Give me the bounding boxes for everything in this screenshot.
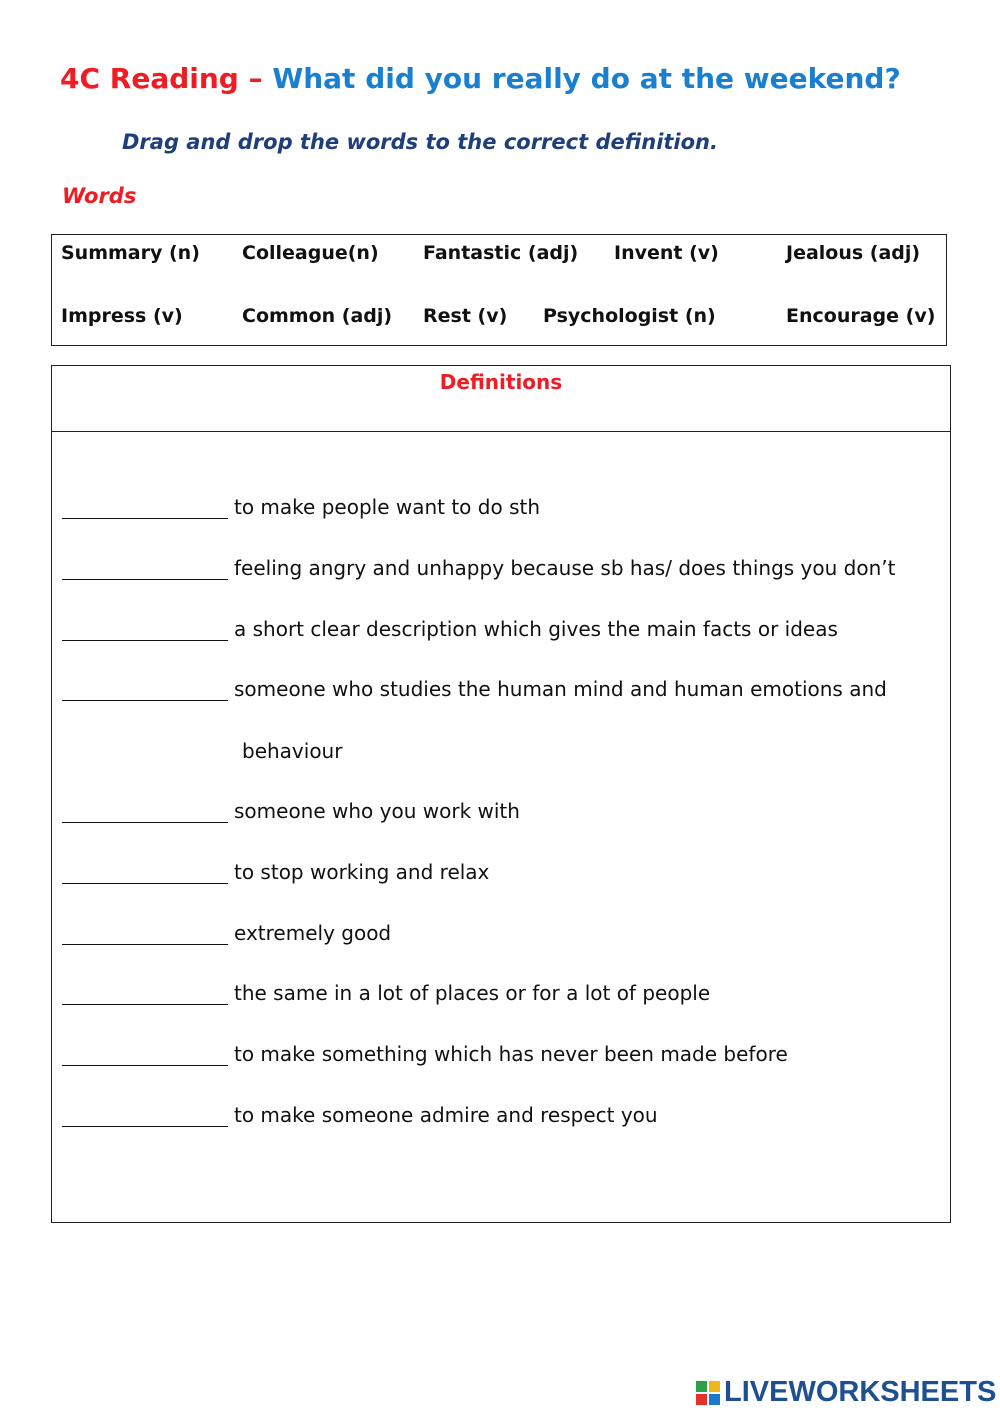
definition-row — [62, 798, 520, 823]
answer-drop-zone[interactable] — [62, 1041, 228, 1066]
definition-row — [62, 980, 710, 1005]
title-main: What did you really do at the weekend? — [272, 62, 901, 95]
title-prefix: 4C Reading — [60, 62, 239, 95]
word-chip[interactable]: Common (adj) — [242, 305, 393, 327]
definition-text: to make someone admire and respect you — [234, 1103, 658, 1127]
word-chip[interactable]: Rest (v) — [423, 305, 508, 327]
definitions-label: Definitions — [439, 370, 563, 394]
word-chip[interactable]: Encourage (v) — [786, 305, 936, 327]
definition-text: extremely good — [234, 921, 392, 945]
definition-text: the same in a lot of places or for a lot of people — [234, 981, 711, 1005]
definition-row — [62, 859, 489, 884]
definition-row — [62, 1102, 658, 1127]
definitions-table — [51, 365, 951, 1223]
answer-drop-zone[interactable] — [62, 494, 228, 519]
definition-row — [62, 555, 895, 580]
definition-row — [62, 1041, 788, 1066]
definition-row — [62, 920, 391, 945]
answer-drop-zone[interactable] — [62, 980, 228, 1005]
word-chip[interactable]: Colleague(n) — [242, 242, 379, 264]
answer-drop-zone[interactable] — [62, 859, 228, 884]
definition-text: to stop working and relax — [234, 860, 490, 884]
definition-text: to make something which has never been made before — [234, 1042, 788, 1066]
liveworksheets-logo-icon — [696, 1381, 720, 1405]
title-dash: – — [248, 62, 263, 95]
answer-drop-zone[interactable] — [62, 1102, 228, 1127]
word-chip[interactable]: Impress (v) — [61, 305, 183, 327]
definition-text: to make people want to do sth — [234, 495, 541, 519]
answer-drop-zone[interactable] — [62, 555, 228, 580]
answer-drop-zone[interactable] — [62, 920, 228, 945]
word-chip[interactable]: Fantastic (adj) — [423, 242, 579, 264]
answer-drop-zone[interactable] — [62, 616, 228, 641]
word-chip[interactable]: Psychologist (n) — [543, 305, 716, 327]
definition-row — [62, 676, 887, 701]
logo-text: LIVEWORKSHEETS — [724, 1376, 997, 1408]
answer-drop-zone[interactable] — [62, 798, 228, 823]
word-chip[interactable]: Jealous (adj) — [786, 242, 921, 264]
liveworksheets-logo — [696, 1376, 996, 1409]
word-chip[interactable]: Summary (n) — [61, 242, 200, 264]
word-bank — [51, 234, 947, 346]
instruction-text: Drag and drop the words to the correct definition. — [122, 130, 718, 154]
definition-text: a short clear description which gives the main facts or ideas — [234, 617, 838, 641]
page-title — [60, 62, 901, 95]
definition-continuation: behaviour — [242, 739, 343, 763]
words-label: Words — [62, 184, 137, 208]
definition-text: someone who studies the human mind and human emotions and — [234, 677, 887, 701]
word-chip[interactable]: Invent (v) — [614, 242, 719, 264]
definition-text: feeling angry and unhappy because sb has/ does things you don’t — [234, 556, 896, 580]
definition-text: someone who you work with — [234, 799, 520, 823]
definitions-header — [52, 366, 950, 432]
definition-row — [62, 494, 540, 519]
definition-row — [62, 616, 838, 641]
answer-drop-zone[interactable] — [62, 676, 228, 701]
